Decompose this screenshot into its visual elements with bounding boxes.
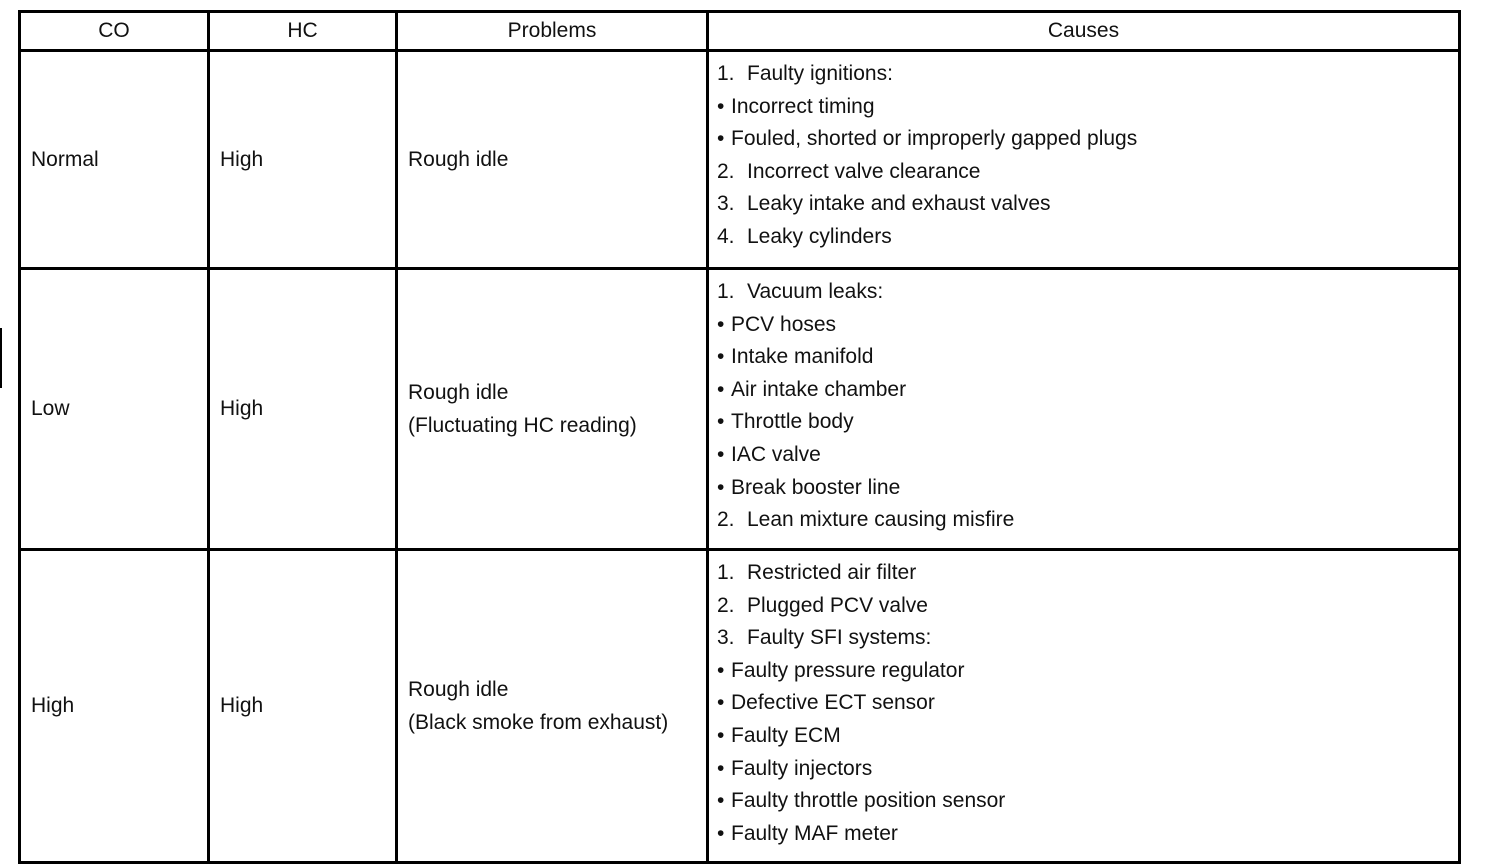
cause-item <box>717 341 1450 374</box>
bullet-icon: • <box>717 94 725 118</box>
bullet-icon: • <box>717 410 725 434</box>
cause-item <box>717 188 1450 221</box>
bullet-icon: • <box>717 658 725 682</box>
bullet-icon: • <box>717 723 725 747</box>
problem-cell <box>397 550 708 863</box>
bullet-icon: • <box>717 821 725 845</box>
cause-text: Lean mixture causing misfire <box>747 508 1015 532</box>
cause-item <box>717 753 1450 786</box>
hc-value: High <box>209 269 397 550</box>
cause-item <box>717 720 1450 753</box>
causes-cell <box>708 269 1460 550</box>
table-row <box>20 550 1460 863</box>
cause-item <box>717 123 1450 156</box>
cause-marker: 4. <box>717 224 735 248</box>
cause-text: Throttle body <box>731 410 854 434</box>
bullet-icon: • <box>717 377 725 401</box>
problem-cell <box>397 51 708 269</box>
problem-line: Rough idle <box>408 678 509 701</box>
header-causes: Causes <box>708 12 1460 51</box>
cause-item <box>717 785 1450 818</box>
cause-text: IAC valve <box>731 442 821 466</box>
cause-text: Intake manifold <box>731 345 874 369</box>
causes-cell <box>708 550 1460 863</box>
cause-item <box>717 655 1450 688</box>
cause-text: Plugged PCV valve <box>747 593 928 617</box>
cause-item <box>717 622 1450 655</box>
cause-text: Faulty MAF meter <box>731 821 898 845</box>
cause-marker: 2. <box>717 159 735 183</box>
bullet-icon: • <box>717 442 725 466</box>
cause-marker: 3. <box>717 192 735 216</box>
cause-text: Faulty pressure regulator <box>731 658 965 682</box>
cause-text: Vacuum leaks: <box>747 280 884 303</box>
cause-item <box>717 309 1450 342</box>
cause-text: Leaky cylinders <box>747 224 892 248</box>
co-value: Normal <box>20 51 209 269</box>
bullet-icon: • <box>717 789 725 813</box>
problem-line: Rough idle <box>408 148 509 171</box>
cause-marker: 3. <box>717 626 735 650</box>
cause-item <box>717 276 1450 309</box>
cause-text: Break booster line <box>731 475 901 499</box>
cause-item <box>717 472 1450 505</box>
cause-text: Restricted air filter <box>747 561 917 584</box>
scan-edge-mark <box>0 328 2 388</box>
header-problems: Problems <box>397 12 708 51</box>
co-value: Low <box>20 269 209 550</box>
cause-text: Faulty ignitions: <box>747 62 893 85</box>
cause-item <box>717 374 1450 407</box>
problem-cell <box>397 269 708 550</box>
cause-text: Faulty SFI systems: <box>747 626 932 650</box>
bullet-icon: • <box>717 127 725 151</box>
cause-text: Incorrect valve clearance <box>747 159 981 183</box>
cause-text: Leaky intake and exhaust valves <box>747 192 1051 216</box>
problem-line: (Black smoke from exhaust) <box>408 711 669 734</box>
bullet-icon: • <box>717 691 725 715</box>
cause-item <box>717 504 1450 537</box>
cause-marker: 1. <box>717 62 735 85</box>
header-row <box>20 12 1460 51</box>
cause-item <box>717 91 1450 124</box>
cause-text: PCV hoses <box>731 312 837 336</box>
bullet-icon: • <box>717 756 725 780</box>
bullet-icon: • <box>717 345 725 369</box>
problem-line: (Fluctuating HC reading) <box>408 414 637 437</box>
cause-marker: 1. <box>717 280 735 303</box>
cause-text: Faulty ECM <box>731 723 841 747</box>
cause-item <box>717 221 1450 254</box>
cause-text: Faulty throttle position sensor <box>731 789 1006 813</box>
cause-marker: 1. <box>717 561 735 584</box>
header-hc: HC <box>209 12 397 51</box>
cause-item <box>717 818 1450 851</box>
co-value: High <box>20 550 209 863</box>
causes-cell <box>708 51 1460 269</box>
cause-item <box>717 557 1450 590</box>
table-row <box>20 51 1460 269</box>
cause-item <box>717 439 1450 472</box>
problem-line: Rough idle <box>408 381 509 404</box>
bullet-icon: • <box>717 312 725 336</box>
cause-text: Defective ECT sensor <box>731 691 935 715</box>
cause-text: Air intake chamber <box>731 377 907 401</box>
cause-item <box>717 156 1450 189</box>
hc-value: High <box>209 51 397 269</box>
emission-diagnosis-table <box>18 10 1461 864</box>
cause-marker: 2. <box>717 508 735 532</box>
hc-value: High <box>209 550 397 863</box>
table-row <box>20 269 1460 550</box>
cause-item <box>717 687 1450 720</box>
cause-text: Incorrect timing <box>731 94 875 118</box>
header-co: CO <box>20 12 209 51</box>
bullet-icon: • <box>717 475 725 499</box>
cause-marker: 2. <box>717 593 735 617</box>
cause-item <box>717 406 1450 439</box>
cause-text: Faulty injectors <box>731 756 873 780</box>
cause-text: Fouled, shorted or improperly gapped plugs <box>731 127 1138 151</box>
cause-item <box>717 590 1450 623</box>
cause-item <box>717 58 1450 91</box>
